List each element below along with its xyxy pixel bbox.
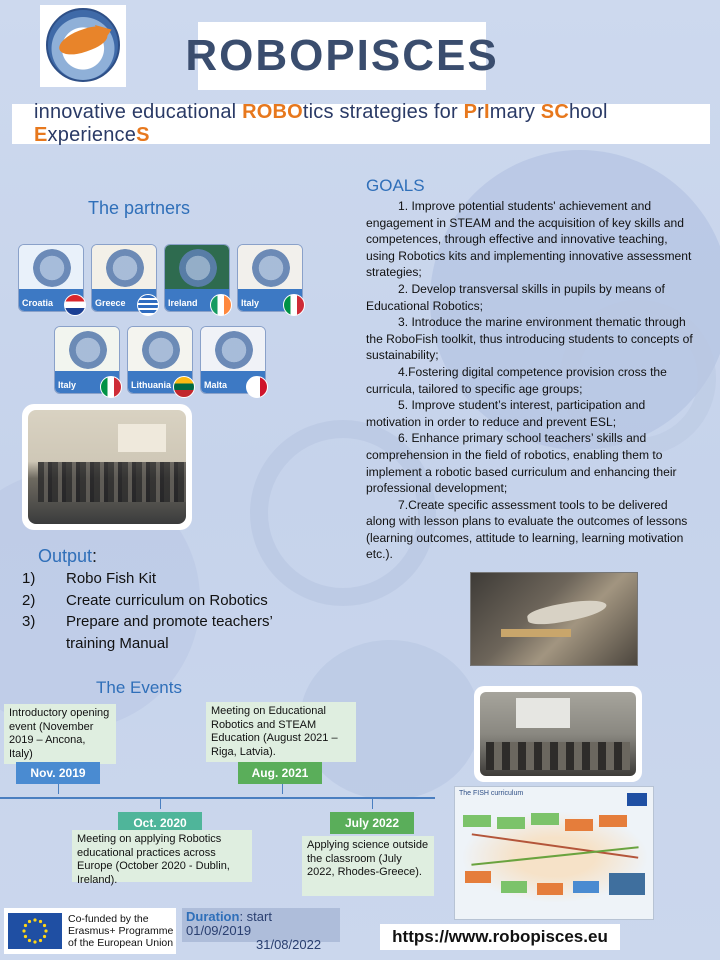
eu-stars-icon: [8, 913, 62, 949]
robofish-photo: [470, 572, 638, 666]
tagline-text: tics strategies for: [302, 101, 464, 123]
partner-logo: [92, 245, 156, 291]
title-box: [185, 22, 499, 90]
goal-item: 4.Fostering digital competence provision cross the curricula, tailored to specific age groups;: [366, 364, 667, 396]
timeline: [0, 797, 435, 799]
tagline-text: innovative educational: [34, 101, 243, 123]
partner-emblem-icon: [142, 331, 180, 369]
partner-emblem-icon: [179, 249, 217, 287]
partner-country-label: Ireland: [168, 298, 198, 308]
curriculum-box: [463, 815, 491, 827]
curriculum-line: [471, 846, 638, 866]
partner-emblem-icon: [215, 331, 253, 369]
curriculum-box: [609, 873, 645, 895]
goals-title: GOALS: [366, 176, 425, 195]
page-title: ROBOPISCES: [185, 31, 499, 80]
event-description: Applying science outside the classroom (July 2022, Rhodes-Greece).: [302, 836, 434, 896]
tagline-box: [12, 101, 710, 146]
partner-emblem-icon: [33, 249, 71, 287]
tagline-highlight: ROBO: [242, 101, 303, 123]
tagline: [34, 101, 710, 147]
classroom-photo-image: [480, 692, 636, 776]
list-item: 3) Prepare and promote teachers’: [22, 613, 273, 630]
flag-icon: [173, 376, 195, 398]
projector-screen: [118, 424, 166, 452]
partner-country-label: Italy: [241, 298, 260, 308]
goal-item: 2. Develop transversal skills in pupils by means of Educational Robotics;: [366, 281, 665, 313]
flag-icon: [64, 294, 86, 316]
partner-country-label: Malta: [204, 380, 228, 390]
curriculum-image: [454, 786, 654, 920]
timeline-tick: [58, 784, 59, 794]
tagline-text: hool: [568, 101, 608, 123]
goal-item: 3. Introduce the marine environment thematic through the RoboFish toolkit, thus introducing students to concepts of sustainability;: [366, 315, 693, 363]
curriculum-box: [573, 881, 599, 893]
curriculum-title: The FISH curriculum: [459, 790, 524, 797]
event-description: Meeting on applying Robotics educational practices across Europe (October 2020 - Dublin, Ireland).: [72, 830, 252, 882]
timeline-tick: [160, 799, 161, 809]
robofish-stand: [501, 629, 571, 637]
goal-item: 7.Create specific assessment tools to be delivered along with lesson plans to evaluate the outcomes of lessons (learning outcomes, attitude to learning, learning motivation etc.).: [366, 497, 688, 562]
goals-list: [366, 198, 696, 563]
partner-logo: [238, 245, 302, 291]
flag-icon: [137, 294, 159, 316]
curriculum-box: [497, 817, 525, 829]
flag-icon: [210, 294, 232, 316]
goal-item: 1. Improve potential students' achievement and engagement in STEAM and the acquisition of key skills and competences, through effective and innovative teaching, using Robotics kits and implementing innovative assessment strategies;: [366, 199, 692, 280]
partner-logo: [128, 327, 192, 373]
partner-country-label: Greece: [95, 298, 126, 308]
partners-title: The partners: [88, 198, 191, 218]
partner-emblem-icon: [106, 249, 144, 287]
flag-icon: [246, 376, 268, 398]
partner-emblem-icon: [69, 331, 107, 369]
flag-icon: [100, 376, 122, 398]
tagline-highlight: I: [484, 101, 490, 123]
output-title: Output:: [38, 546, 98, 566]
curriculum-box: [565, 819, 593, 831]
tagline-highlight: E: [34, 124, 48, 146]
robofish-body: [526, 596, 608, 628]
curriculum-box: [599, 815, 627, 827]
eu-cofunded-logo: Co-funded by the Erasmus+ Programme of the European Union: [4, 908, 176, 954]
goal-item: 6. Enhance primary school teachers’ skills and comprehension in the field of robotics, enabling them to implement a robotic based curriculum and enhancing their professional development;: [366, 431, 677, 496]
partner-logo: [165, 245, 229, 291]
partner-emblem-icon: [252, 249, 290, 287]
tagline-highlight: P: [463, 101, 478, 123]
partner-country-label: Italy: [58, 380, 77, 390]
tagline-text: mary: [489, 101, 541, 123]
classroom-photo: [474, 686, 642, 782]
duration-box: Duration: start 01/09/2019 31/08/2022: [182, 908, 340, 942]
tagline-highlight: S: [136, 124, 150, 146]
timeline-tick: [282, 784, 283, 794]
eu-flag-icon: [627, 793, 647, 806]
curriculum-box: [537, 883, 563, 895]
people-group: [38, 462, 186, 502]
output-list: [22, 568, 273, 654]
event-description: Introductory opening event (November 2019 – Ancona, Italy): [4, 704, 116, 764]
list-item: 2) Create curriculum on Robotics: [22, 591, 268, 609]
tagline-text: xperience: [47, 124, 137, 146]
group-photo-image: [28, 410, 186, 524]
classroom-screen: [516, 698, 570, 728]
website-link[interactable]: [380, 924, 620, 950]
curriculum-box: [465, 871, 491, 883]
event-description: Meeting on Educational Robotics and STEAM Education (August 2021 – Riga, Latvia).: [206, 702, 356, 762]
event-date-tag: Nov. 2019: [16, 762, 100, 784]
event-date-tag: Aug. 2021: [238, 762, 322, 784]
group-photo: [22, 404, 192, 530]
classroom-desks: [486, 742, 630, 770]
curriculum-box: [501, 881, 527, 893]
partner-country-label: Lithuania: [131, 380, 171, 390]
curriculum-diagram: [461, 811, 649, 903]
partner-logo: [19, 245, 83, 291]
partner-country-label: Croatia: [22, 298, 54, 308]
tagline-highlight: SC: [540, 101, 569, 123]
curriculum-box: [531, 813, 559, 825]
goal-item: 5. Improve student’s interest, participation and motivation in order to reduce and prevent ESL;: [366, 398, 646, 429]
event-date-tag: Oct. 2020: [118, 812, 202, 834]
tagline-text: r: [477, 101, 485, 123]
timeline-tick: [372, 799, 373, 809]
event-date-tag: July 2022: [330, 812, 414, 834]
partner-logo: [201, 327, 265, 373]
flag-icon: [283, 294, 305, 316]
eu-flag-icon: [8, 913, 62, 949]
website-url[interactable]: https://www.robopisces.eu: [392, 927, 608, 946]
events-title: The Events: [96, 678, 182, 697]
list-item: training Manual: [66, 634, 169, 652]
partner-logo: [55, 327, 119, 373]
list-item: 1) Robo Fish Kit: [22, 570, 157, 587]
